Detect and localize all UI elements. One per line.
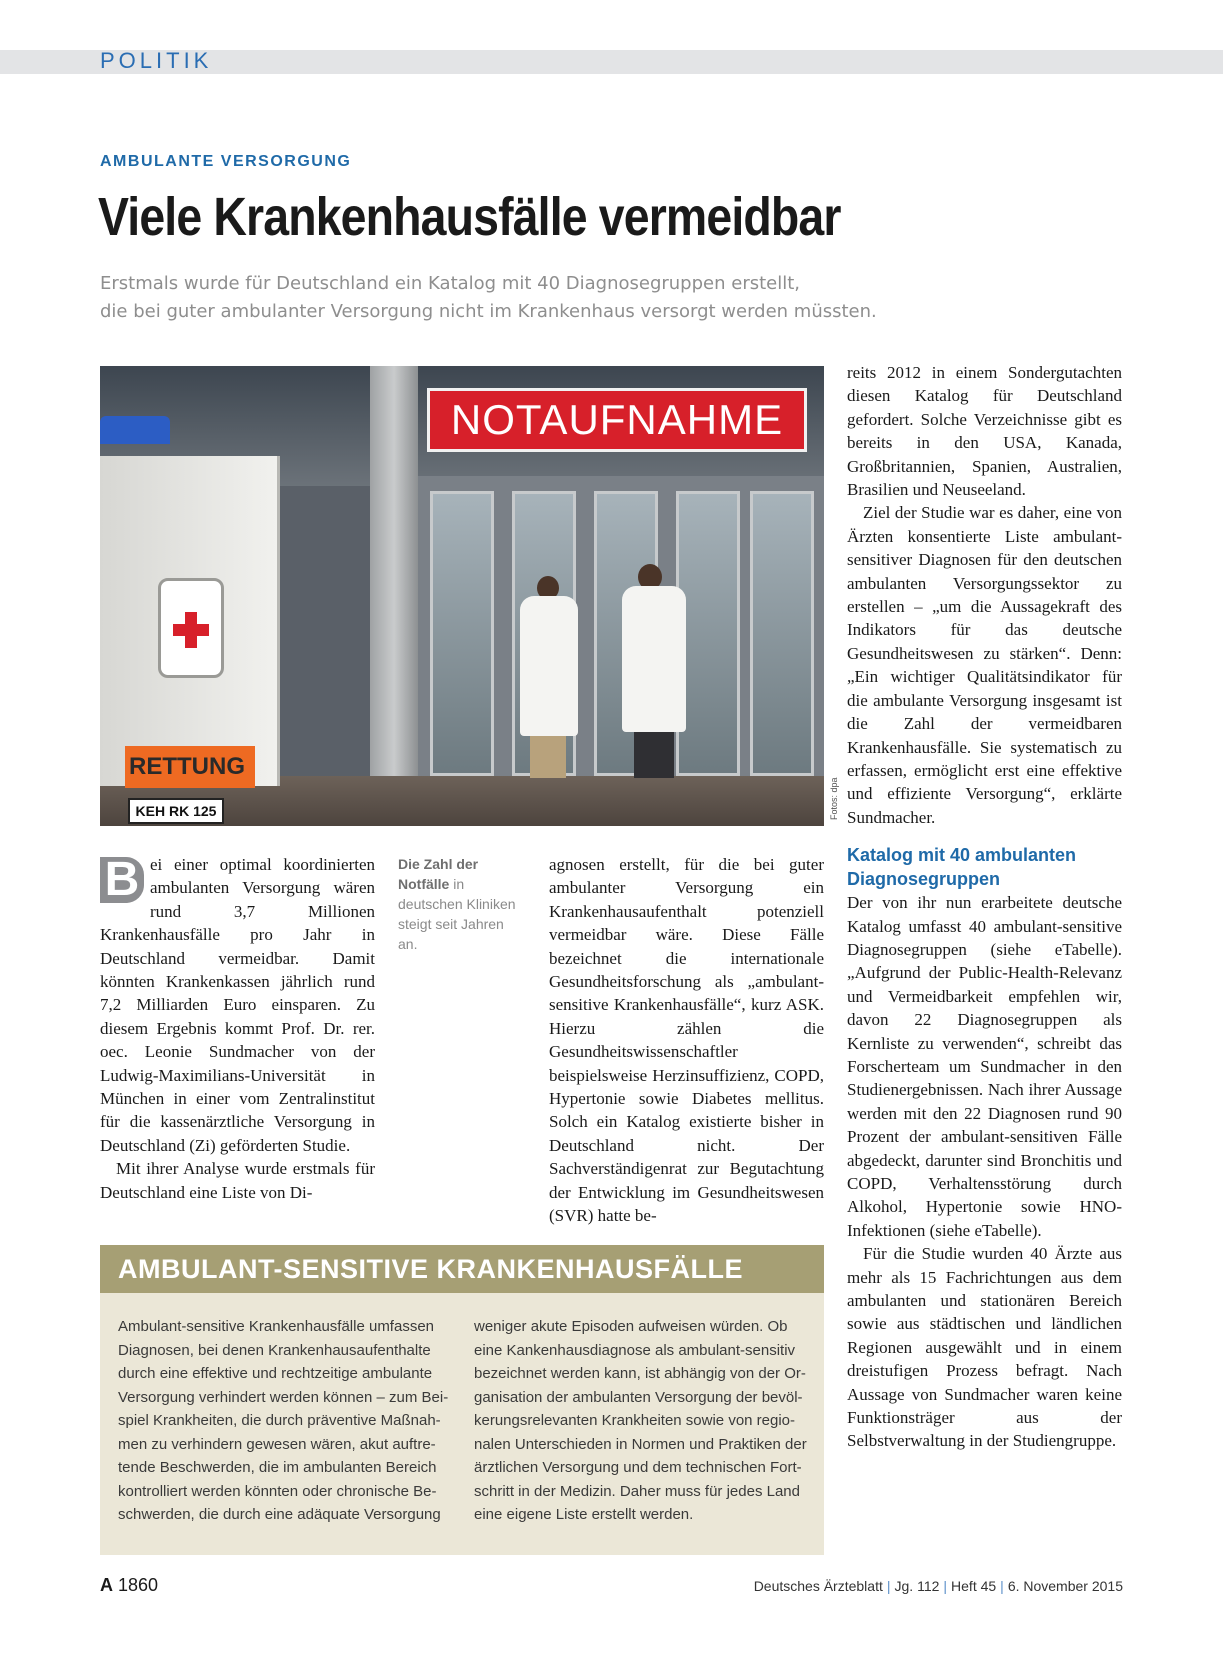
lead-line: die bei guter ambulanter Versorgung nicht im Krankenhaus versorgt werden müssten. bbox=[100, 301, 877, 322]
info-box-line: kontrolliert werden könnten oder chronische Be- bbox=[118, 1482, 437, 1500]
info-box-line: nalen Unterschieden in Normen und Praktiken der bbox=[474, 1435, 807, 1453]
doctor-coat bbox=[622, 586, 686, 732]
info-box-line: Diagnosen, bei denen Krankenhausaufenthalte bbox=[118, 1341, 431, 1359]
info-box-line: Ambulant-sensitive Krankenhausfälle umfassen bbox=[118, 1318, 435, 1335]
photo-door-glass bbox=[750, 491, 814, 776]
red-cross-logo bbox=[158, 578, 224, 678]
license-plate bbox=[128, 798, 224, 824]
body-paragraph: agnosen erstellt, für die bei guter ambulanter Versorgung ein Krankenhausaufenthalt potenziell vermeidbar wäre. Diese Fälle bezeichnet die internationale Gesundheitsforschung als „ambulant-sensitive Krankenhausfälle“, kurz ASK. Hierzu zählen die Gesundheitswissenschaftler beispielsweise Herzinsuffizienz, COPD, Hypertonie sowie Diabetes mellitus. Solch ein Katalog existierte bisher in Deutschland nicht. Der Sachverständigenrat zur Begutachtung der Entwicklung im Gesundheitswesen (SVR) hatte be- bbox=[549, 855, 824, 1226]
lead-line: Erstmals wurde für Deutschland ein Katalog mit 40 Diagnosegruppen erstellt, bbox=[100, 273, 801, 294]
info-box-line: kerungsrelevanten Krankheiten sowie von regio- bbox=[474, 1412, 796, 1429]
info-box-line: ärztlichen Versorgung und dem technischen Fort- bbox=[474, 1459, 802, 1476]
info-box-line: spiel Krankheiten, die durch präventive Maßnah- bbox=[118, 1412, 441, 1429]
section-label: POLITIK bbox=[100, 48, 213, 73]
body-paragraph: reits 2012 in einem Sondergutachten diesen Katalog für Deutschland gefordert. Solche Verzeichnisse gibt es bereits in den USA, Kanada, Großbritannien, Spanien, Australien, Brasilien und Neuseeland. bbox=[847, 363, 1122, 500]
body-column-3 bbox=[847, 361, 1122, 1453]
body-column-2 bbox=[549, 853, 824, 1228]
emergency-sign-text: NOTAUFNAHME bbox=[450, 396, 784, 443]
ambulance bbox=[100, 456, 280, 819]
body-paragraph bbox=[100, 853, 375, 1157]
blue-light-icon bbox=[100, 416, 170, 444]
page-number-value: 1860 bbox=[118, 1575, 159, 1595]
emergency-sign bbox=[427, 388, 807, 452]
article-lead bbox=[100, 270, 1000, 326]
body-paragraph: Für die Studie wurden 40 Ärzte aus mehr als 15 Fachrichtungen aus dem ambulanten und stationären Bereich sowie aus städtischen und ländlichen Regionen ausgewählt und in einem dreistufigen Prozess befragt. Nach Aussage von Sundmacher waren keine Funktionsträger aus der Selbstverwaltung in der Studiengruppe. bbox=[847, 1244, 1122, 1451]
photo-caption bbox=[398, 854, 523, 954]
page-prefix: A bbox=[100, 1575, 113, 1595]
photo-pillar bbox=[370, 366, 418, 776]
subheading: Katalog mit 40 ambulanten Diagnosegruppen bbox=[847, 845, 1077, 890]
info-box-line: ganisation der ambulanten Versorgung der bevöl- bbox=[474, 1388, 803, 1406]
info-box-line: Versorgung verhindert werden können – zum Bei- bbox=[118, 1388, 449, 1406]
info-box-column-2 bbox=[474, 1315, 807, 1527]
journal-name: Deutsches Ärzteblatt bbox=[753, 1578, 883, 1594]
info-box-header bbox=[100, 1245, 824, 1293]
body-text: ei einer optimal koordinierten ambulanten Versorgung wären rund 3,7 Millionen Krankenhausfälle pro Jahr in Deutschland vermeidbar. Damit könnten Krankenkassen jährlich rund 7,2 Milliarden Euro einsparen. Zu diesem Ergebnis kommt Prof. Dr. rer. oec. Leonie Sundmacher von der Ludwig-Maximilians-Universität in München in einer vom Zentralinstitut für die kassenärztliche Versorgung in Deutschland (Zi) geförderten Studie. bbox=[100, 855, 375, 1155]
info-box-line: schritt in der Medizin. Daher muss für jedes Land bbox=[474, 1482, 800, 1500]
info-box-line: eine Kankenhausdiagnose als ambulant-sensitiv bbox=[474, 1341, 796, 1359]
caption-bold: Die Zahl der Notfälle bbox=[398, 856, 479, 892]
info-box-line: bezeichnet werden kann, ist abhängig von der Or- bbox=[474, 1365, 806, 1382]
journal-issue: Heft 45 bbox=[951, 1578, 997, 1594]
body-paragraph: Ziel der Studie war es daher, eine von Ärzten konsentierte Liste ambulant-sensitiver Diagnosen für den deutschen ambulanten Versorgungssektor zu erstellen – „um die Aussagekraft des Indikators für das deutsche Gesundheitswesen zu stärken“. Denn: „Ein wichtiger Qualitätsindikator für die ambulante Versorgung insgesamt ist die Zahl der vermeidbaren Krankenhausfälle. Sie systematisch zu erfassen, ermöglicht erst eine effektive und effiziente Versorgung“, erklärte Sundmacher. bbox=[847, 503, 1122, 827]
info-box-line: weniger akute Episoden aufweisen würden. Ob bbox=[474, 1318, 788, 1335]
photo-credit: Fotos: dpa bbox=[829, 777, 839, 820]
info-box-title: AMBULANT-SENSITIVE KRANKENHAUSFÄLLE bbox=[118, 1254, 743, 1284]
body-paragraph: Der von ihr nun erarbeitete deutsche Katalog umfasst 40 ambulant-sensitive Diagnosegruppen (siehe eTabelle). „Aufgrund der Public-Health-Relevanz und Vermeidbarkeit empfehlen wir, davon 22 Diagnosegruppen als Kernliste zu verwenden“, schreibt das Forscherteam um Sundmacher in den Studienergebnissen. Nach ihrer Aussage werden mit den 22 Diagnosen rund 90 Prozent der ambulant-sensitiven Fälle abgedeckt, darunter sind Bronchitis und COPD, Verhaltensstörung durch Alkohol, Hypertonie sowie HNO-Infektionen (siehe eTabelle). bbox=[847, 893, 1122, 1240]
separator: | bbox=[943, 1578, 948, 1594]
info-box-column-1 bbox=[118, 1315, 448, 1527]
rettung-panel bbox=[125, 746, 255, 788]
article-kicker: AMBULANTE VERSORGUNG bbox=[100, 153, 352, 170]
caption-text: in deutschen Kliniken steigt seit Jahren an. bbox=[398, 876, 516, 952]
license-plate-text: KEH RK 125 bbox=[135, 803, 217, 819]
info-box bbox=[100, 1245, 824, 1555]
journal-date: 6. November 2015 bbox=[1007, 1578, 1123, 1594]
article-headline: Viele Krankenhausfälle vermeidbar bbox=[98, 187, 841, 247]
info-box-line: tende Beschwerden, die im ambulanten Bereich bbox=[118, 1459, 437, 1476]
separator: | bbox=[1000, 1578, 1004, 1594]
red-cross-icon bbox=[185, 612, 197, 648]
body-column-1 bbox=[100, 853, 375, 1204]
doctor-legs bbox=[530, 736, 566, 778]
dropcap: B bbox=[100, 857, 144, 903]
page-number bbox=[100, 1575, 158, 1596]
info-box-line: schwerden, die durch eine adäquate Versorgung bbox=[118, 1506, 441, 1523]
separator: | bbox=[886, 1578, 891, 1594]
journal-volume: Jg. 112 bbox=[894, 1578, 940, 1594]
info-box-line: durch eine effektive und rechtzeitige ambulante bbox=[118, 1365, 433, 1382]
journal-info bbox=[754, 1578, 1123, 1594]
photo-door-glass bbox=[430, 491, 494, 776]
info-box-line: men zu verhindern gewesen wären, akut auftre- bbox=[118, 1435, 436, 1453]
body-paragraph: Mit ihrer Analyse wurde erstmals für Deutschland eine Liste von Di- bbox=[100, 1159, 375, 1202]
doctor-legs bbox=[634, 732, 674, 778]
info-box-line: eine eigene Liste erstellt werden. bbox=[474, 1506, 694, 1523]
doctor-coat bbox=[520, 596, 578, 736]
article-photo bbox=[100, 366, 824, 826]
rettung-label: RETTUNG bbox=[129, 753, 245, 780]
